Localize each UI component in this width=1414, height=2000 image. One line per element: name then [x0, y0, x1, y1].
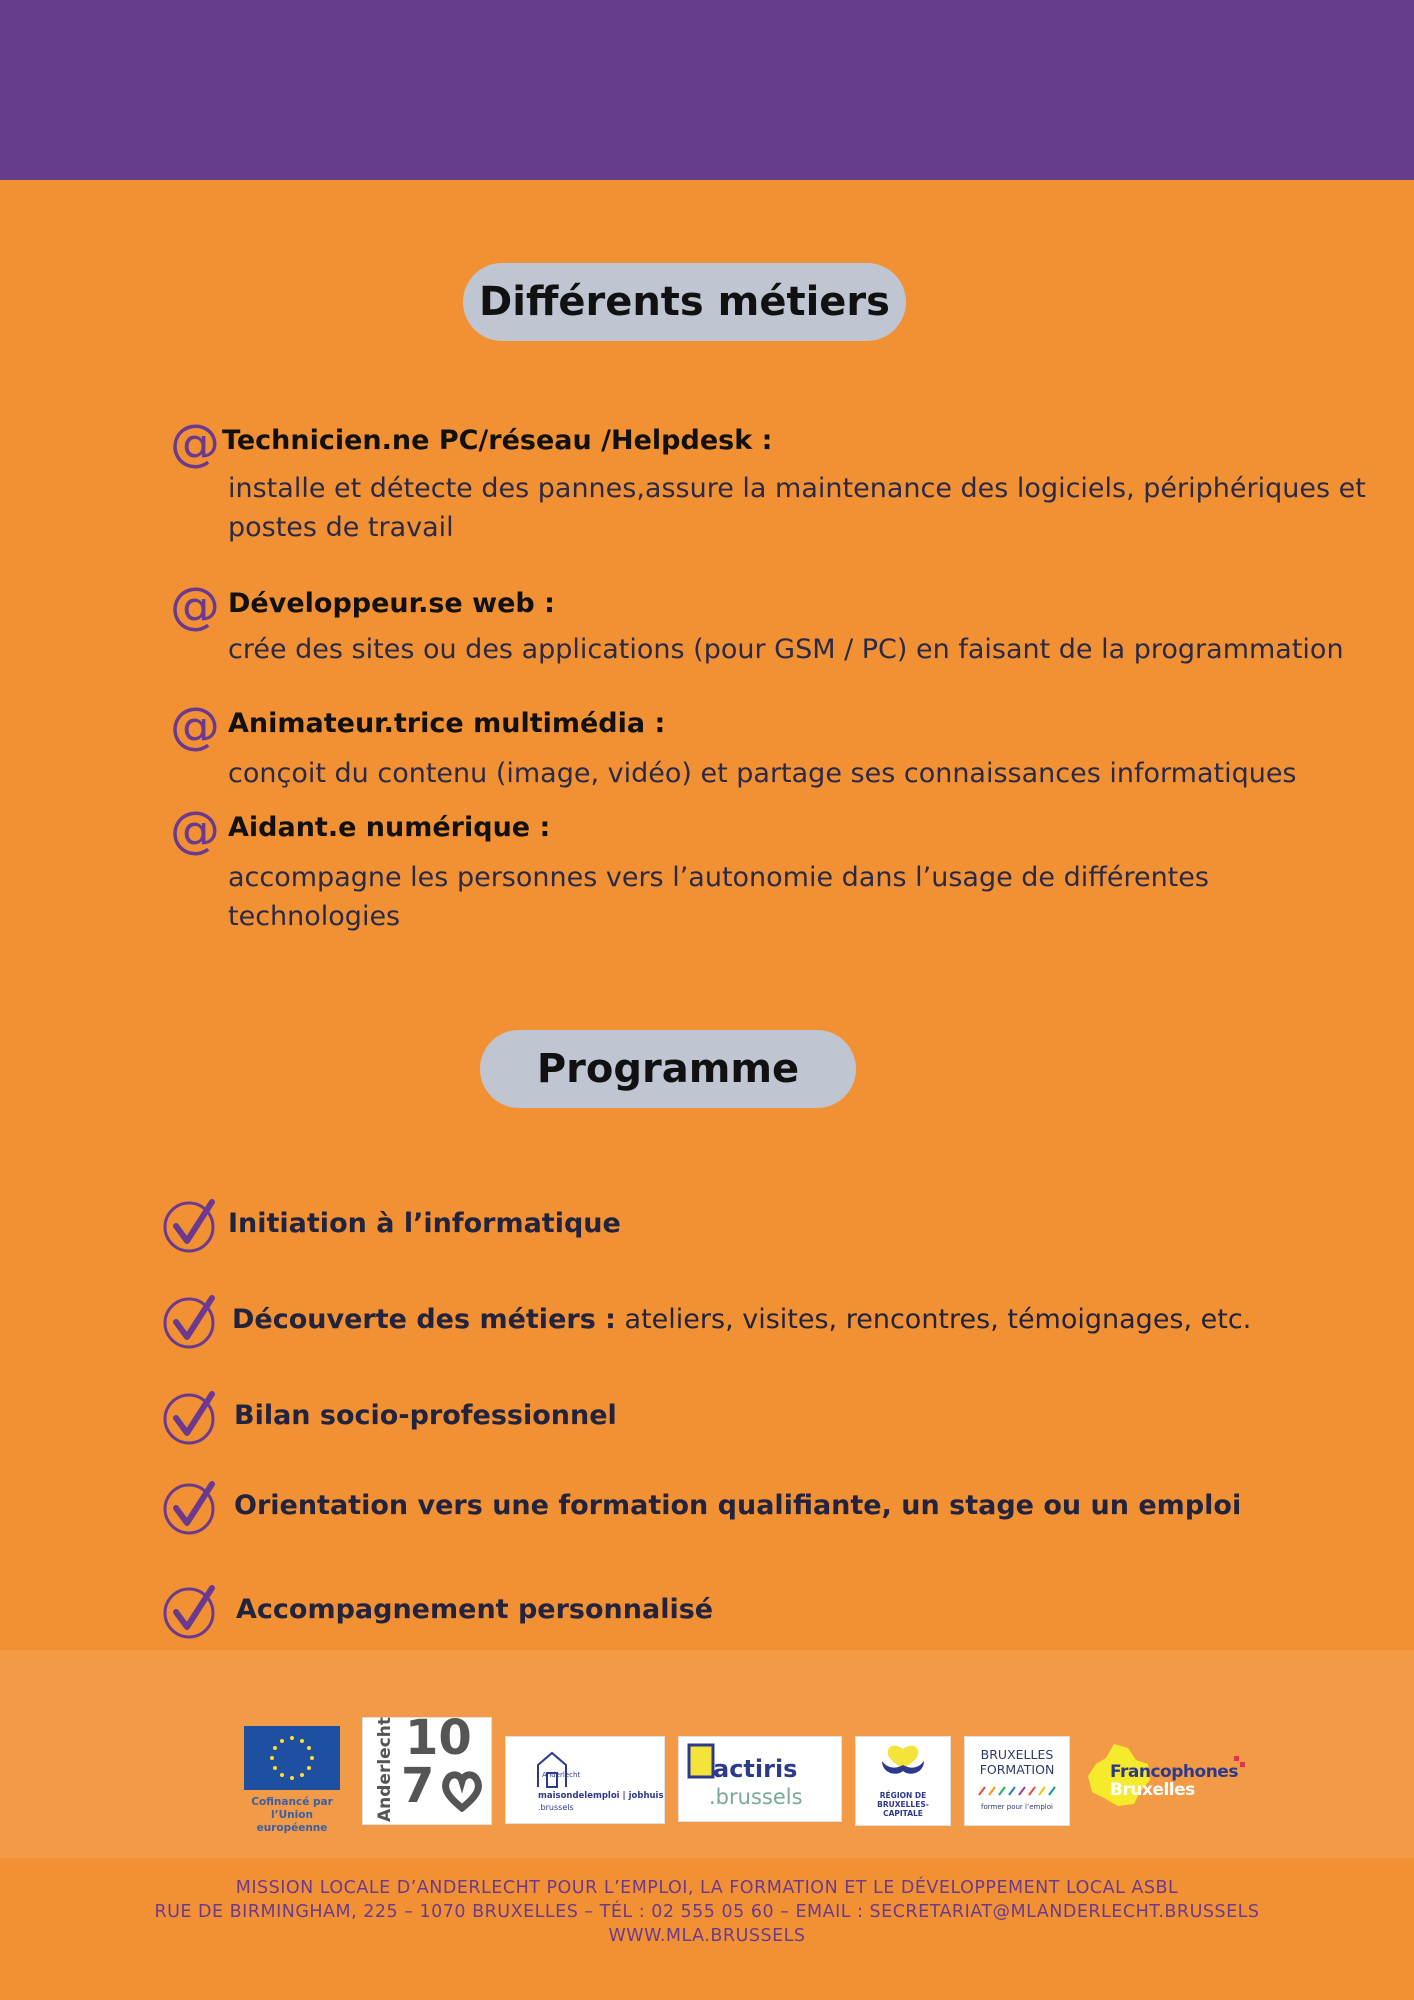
job-title: Aidant.e numérique : [228, 812, 551, 843]
bruxelles-text: Bruxelles [1110, 1780, 1195, 1800]
job-description: conçoit du contenu (image, vidéo) et partage ses connaissances informatiques [228, 758, 1297, 789]
programme-item-bold: Bilan socio-professionnel [234, 1400, 617, 1431]
eu-caption: l’Union européenne [256, 1809, 328, 1834]
programme-item-rest: ateliers, visites, rencontres, témoignages, etc. [615, 1304, 1252, 1335]
mde-main-text: maisondelemploi | jobhuis [538, 1791, 664, 1801]
partner-logos-band [0, 1650, 1414, 1858]
job-description: accompagne les personnes vers l’autonomie dans l’usage de différentes technologies [228, 862, 1209, 932]
section-title-programme [480, 1030, 856, 1108]
eu-flag-icon [244, 1726, 340, 1790]
anderlecht-digits: 10 [405, 1710, 472, 1766]
programme-item-bold: Découverte des métiers : [232, 1304, 616, 1335]
programme-item-text [234, 1400, 617, 1431]
section-title-metiers-text: Différents métiers [479, 279, 890, 325]
programme-item [162, 1196, 1362, 1252]
anderlecht-digits: 7 [401, 1758, 435, 1814]
programme-item-bold: Accompagnement personnalisé [236, 1594, 714, 1625]
section-title-metiers [463, 263, 906, 341]
eu-logo [240, 1726, 340, 1836]
francophones-bruxelles-logo [1084, 1736, 1244, 1816]
checkmark-circle-icon [162, 1582, 220, 1640]
actiris-brussels-text: .brussels [709, 1785, 803, 1809]
anderlecht-word: Anderlecht [375, 1716, 395, 1822]
mde-small-text: Anderlecht [542, 1771, 581, 1779]
footer-contact [0, 1876, 1414, 1948]
region-bruxelles-logo [855, 1736, 951, 1826]
programme-item-text [234, 1490, 1241, 1521]
maisondelemploi-logo [505, 1736, 665, 1824]
at-icon: @ [170, 577, 220, 635]
checkmark-circle-icon [162, 1196, 220, 1254]
region-text: BRUXELLES- [877, 1800, 929, 1809]
job-description: crée des sites ou des applications (pour GSM / PC) en faisant de la programmation [228, 634, 1344, 665]
job-title: Technicien.ne PC/réseau /Helpdesk : [222, 425, 773, 456]
footer-line-organization: MISSION LOCALE D’ANDERLECHT POUR L’EMPLOI, LA FORMATION ET LE DÉVELOPPEMENT LOCAL ASBL [235, 1878, 1179, 1898]
header-band [0, 0, 1414, 180]
mde-sub-text: .brussels [538, 1803, 574, 1812]
section-title-programme-text: Programme [536, 1046, 800, 1092]
colored-dashes-icon [977, 1783, 1057, 1797]
programme-item [162, 1292, 1362, 1348]
at-icon: @ [170, 697, 220, 755]
programme-item [162, 1388, 1362, 1444]
eu-caption: Cofinancé par [251, 1796, 333, 1808]
region-text: RÉGION DE [879, 1791, 927, 1800]
job-title: Animateur.trice multimédia : [228, 708, 666, 739]
iris-icon [878, 1743, 928, 1779]
programme-item-text [236, 1594, 713, 1625]
checkmark-circle-icon [162, 1292, 220, 1350]
bruxelles-formation-logo [964, 1736, 1070, 1826]
checkmark-circle-icon [162, 1388, 220, 1446]
programme-item [162, 1582, 1362, 1638]
job-title: Développeur.se web : [228, 588, 555, 619]
small-flag-icon [1234, 1756, 1246, 1770]
programme-item [162, 1478, 1362, 1534]
job-description: installe et détecte des pannes,assure la maintenance des logiciels, périphériques et postes de travail [228, 473, 1366, 543]
house-icon [534, 1749, 570, 1789]
francophones-text: Francophones [1110, 1762, 1238, 1782]
heart-zero-icon [441, 1768, 483, 1812]
programme-item-text [232, 1304, 1251, 1335]
at-icon: @ [170, 414, 220, 472]
checkmark-circle-icon [162, 1478, 220, 1536]
bf-text: FORMATION [979, 1762, 1055, 1777]
programme-item-bold: Initiation à l’informatique [228, 1208, 621, 1239]
actiris-text: actiris [713, 1755, 798, 1783]
actiris-logo [678, 1736, 842, 1822]
bf-tagline: former pour l’emploi [981, 1803, 1053, 1811]
bf-text: BRUXELLES [980, 1747, 1054, 1762]
at-icon: @ [170, 801, 220, 859]
anderlecht-logo [362, 1710, 492, 1825]
region-text: CAPITALE [883, 1809, 923, 1818]
programme-item-bold: Orientation vers une formation qualifiante, un stage ou un emploi [234, 1490, 1242, 1521]
footer-line-website: WWW.MLA.BRUSSELS [608, 1926, 806, 1946]
programme-item-text [228, 1208, 621, 1239]
footer-line-address: RUE DE BIRMINGHAM, 225 – 1070 BRUXELLES – TÉL : 02 555 05 60 – EMAIL : SECRETARIAT@MLANDERLECHT.BRUSSELS [154, 1902, 1260, 1922]
